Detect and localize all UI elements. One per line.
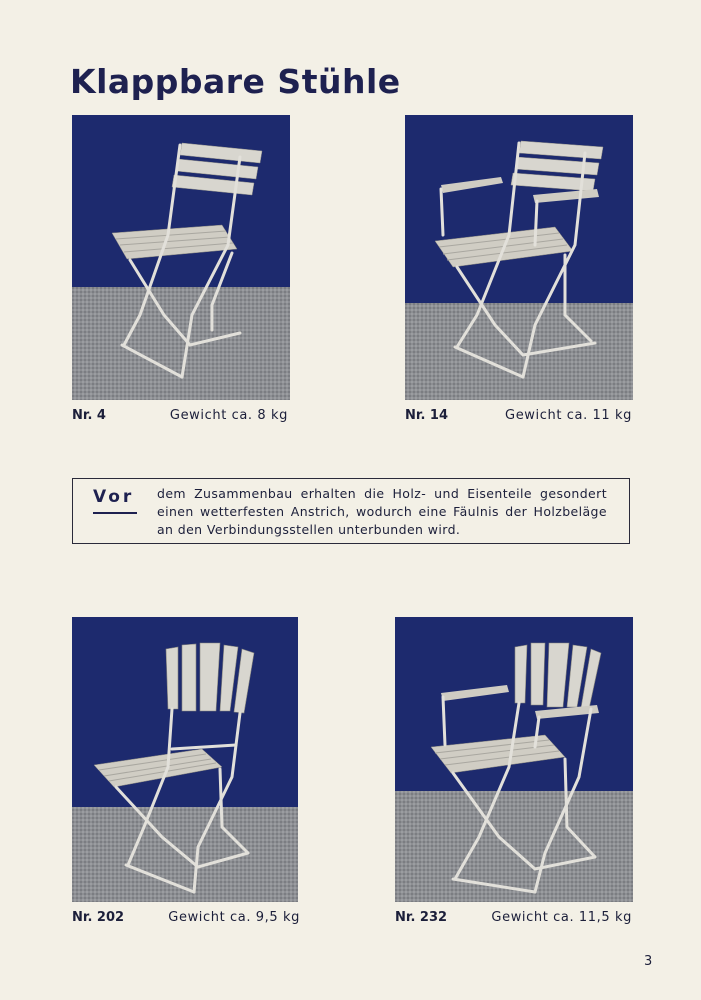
product-caption-nr-202 bbox=[72, 910, 300, 930]
product-caption-nr-4 bbox=[72, 408, 288, 428]
product-weight: Gewicht ca. 11 kg bbox=[505, 408, 632, 423]
product-weight: Gewicht ca. 11,5 kg bbox=[491, 910, 632, 925]
product-number: Nr. 202 bbox=[72, 910, 125, 925]
product-weight: Gewicht ca. 9,5 kg bbox=[168, 910, 300, 925]
assembly-notice bbox=[72, 478, 630, 544]
product-weight: Gewicht ca. 8 kg bbox=[169, 408, 288, 423]
folding-armchair-slatted-back-icon bbox=[405, 115, 633, 400]
product-number: Nr. 4 bbox=[72, 408, 106, 423]
product-photo-nr-4 bbox=[72, 115, 290, 400]
folding-armchair-fan-back-icon bbox=[395, 617, 633, 902]
notice-lead-underline bbox=[93, 512, 137, 514]
product-number: Nr. 14 bbox=[405, 408, 448, 423]
folding-chair-fan-back-icon bbox=[72, 617, 298, 902]
folding-chair-slatted-back-icon bbox=[72, 115, 290, 400]
page-number: 3 bbox=[644, 954, 653, 969]
product-number: Nr. 232 bbox=[395, 910, 448, 925]
product-caption-nr-14 bbox=[405, 408, 632, 428]
product-photo-nr-232 bbox=[395, 617, 633, 902]
product-photo-nr-14 bbox=[405, 115, 633, 400]
page-title: Klappbare Stühle bbox=[70, 62, 401, 101]
notice-text: dem Zusammenbau erhalten die Holz- und Eisenteile gesondert einen wetterfesten Anstrich, wodurch eine Fäulnis der Holzbeläge an den Verbindungsstellen unterbunden wird. bbox=[157, 486, 607, 537]
product-photo-nr-202 bbox=[72, 617, 298, 902]
notice-lead-word: Vor bbox=[93, 487, 135, 507]
product-caption-nr-232 bbox=[395, 910, 632, 930]
